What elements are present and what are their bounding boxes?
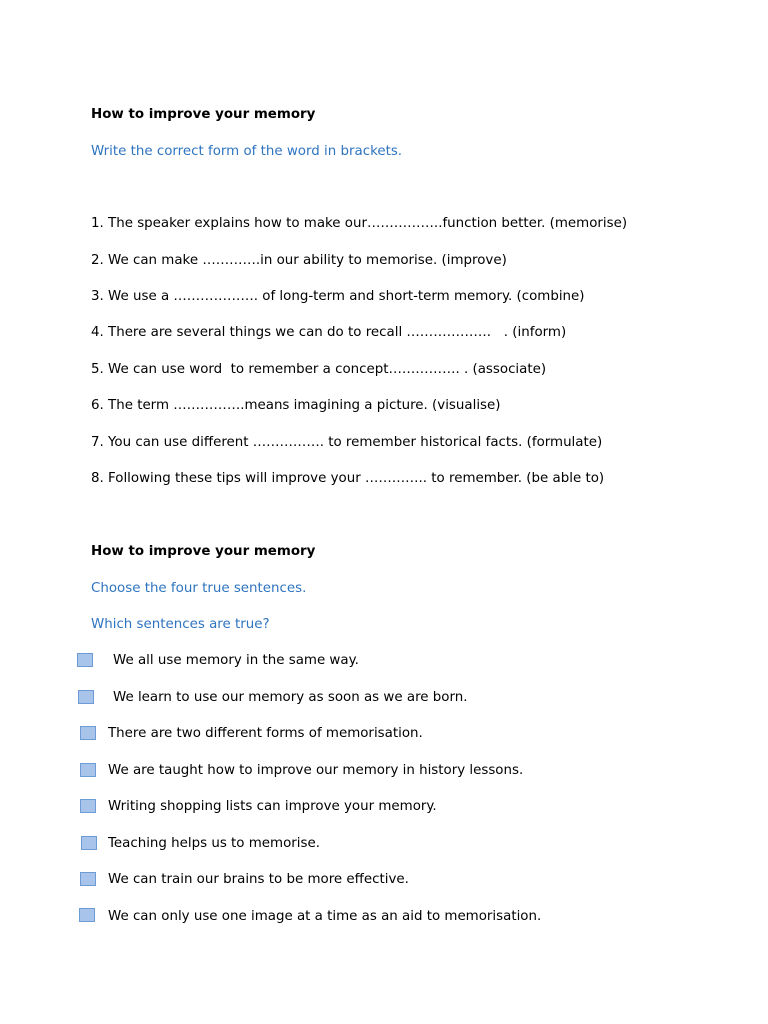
exercise-item: 3. We use a ………………. of long-term and short-term memory. (combine) xyxy=(91,289,585,304)
option-label: We can train our brains to be more effective. xyxy=(108,872,409,887)
option-label: We learn to use our memory as soon as we are born. xyxy=(113,690,468,705)
option-label: We all use memory in the same way. xyxy=(113,653,359,668)
option-label: Teaching helps us to memorise. xyxy=(108,836,320,851)
option-label: We can only use one image at a time as an aid to memorisation. xyxy=(108,909,542,924)
option-label: There are two different forms of memorisation. xyxy=(108,726,423,741)
exercise-item: 5. We can use word to remember a concept……………. . (associate) xyxy=(91,362,547,377)
exercise-item: 2. We can make ………….in our ability to memorise. (improve) xyxy=(91,253,507,268)
exercise-item: 8. Following these tips will improve your ………….. to remember. (be able to) xyxy=(91,471,605,486)
exercise-item: 7. You can use different ……………. to remember historical facts. (formulate) xyxy=(91,435,603,450)
option-checkbox[interactable] xyxy=(79,908,95,922)
section2-title: How to improve your memory xyxy=(91,544,316,559)
option-label: Writing shopping lists can improve your memory. xyxy=(108,799,437,814)
exercise-item: 1. The speaker explains how to make our……………..function better. (memorise) xyxy=(91,216,628,231)
option-checkbox[interactable] xyxy=(80,726,96,740)
option-checkbox[interactable] xyxy=(80,763,96,777)
option-label: We are taught how to improve our memory in history lessons. xyxy=(108,763,524,778)
option-checkbox[interactable] xyxy=(80,872,96,886)
option-checkbox[interactable] xyxy=(78,690,94,704)
exercise-item: 4. There are several things we can do to recall ………………. . (inform) xyxy=(91,325,567,340)
section1-title: How to improve your memory xyxy=(91,107,316,122)
exercise-item: 6. The term …………….means imagining a picture. (visualise) xyxy=(91,398,501,413)
section1-instruction: Write the correct form of the word in brackets. xyxy=(91,144,403,159)
section2-instruction: Choose the four true sentences. xyxy=(91,581,307,596)
option-checkbox[interactable] xyxy=(81,836,97,850)
section2-question: Which sentences are true? xyxy=(91,617,270,632)
option-checkbox[interactable] xyxy=(77,653,93,667)
option-checkbox[interactable] xyxy=(80,799,96,813)
